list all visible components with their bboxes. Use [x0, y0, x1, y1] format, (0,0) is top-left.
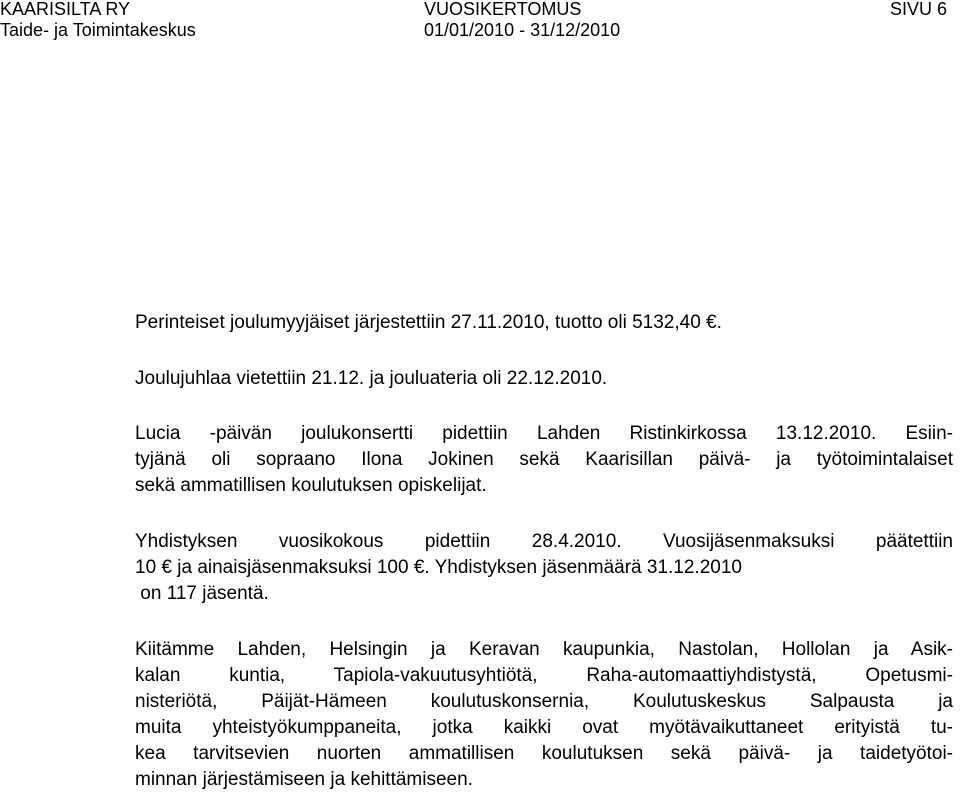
paragraph-line: Yhdistyksen vuosikokous pidettiin 28.4.2010. Vuosijäsenmaksuksi päätettiin	[135, 531, 953, 552]
header-row-top	[0, 0, 960, 20]
paragraph-acknowledgements	[135, 637, 953, 793]
paragraph-line: tyjänä oli sopraano Ilona Jokinen sekä Kaarisillan päivä- ja työtoimintalaiset	[135, 449, 953, 470]
paragraph-line: Joulujuhlaa vietettiin 21.12. ja jouluateria oli 22.12.2010.	[135, 368, 608, 389]
paragraph-annual-meeting	[135, 529, 953, 607]
header-page-number: SIVU 6	[889, 0, 947, 19]
header-unit: Taide- ja Toimintakeskus	[0, 20, 196, 40]
paragraph-line: minnan järjestämiseen ja kehittämiseen.	[135, 769, 473, 790]
paragraph-line: muita yhteistyökumppaneita, jotka kaikki ovat myötävaikuttaneet erityistä tu-	[135, 717, 953, 738]
paragraph-christmas-party	[135, 366, 953, 392]
paragraph-line: Perinteiset joulumyyjäiset järjestettiin 27.11.2010, tuotto oli 5132,40 €.	[135, 312, 722, 333]
paragraph-lucia-concert	[135, 421, 953, 499]
paragraph-line: 10 € ja ainaisjäsenmaksuksi 100 €. Yhdistyksen jäsenmäärä 31.12.2010	[135, 557, 742, 578]
paragraph-line: kalan kuntia, Tapiola-vakuutusyhtiötä, Raha-automaattiyhdistystä, Opetusmi-	[135, 665, 953, 686]
paragraph-line: kea tarvitsevien nuorten ammatillisen koulutuksen sekä päivä- ja taidetyötoi-	[135, 743, 953, 764]
header-org: KAARISILTA RY	[0, 0, 131, 19]
paragraph-line: Kiitämme Lahden, Helsingin ja Keravan kaupunkia, Nastolan, Hollolan ja Asik-	[135, 639, 953, 660]
header-period: 01/01/2010 - 31/12/2010	[424, 20, 621, 40]
paragraph-line: sekä ammatillisen koulutuksen opiskelijat.	[135, 475, 487, 496]
paragraph-line: Lucia -päivän joulukonsertti pidettiin Lahden Ristinkirkossa 13.12.2010. Esiin-	[135, 423, 953, 444]
paragraph-line: nisteriötä, Päijät-Hämeen koulutuskonsernia, Koulutuskeskus Salpausta ja	[135, 691, 953, 712]
header-doc-title: VUOSIKERTOMUS	[424, 0, 582, 19]
page-header	[0, 0, 960, 46]
paragraph-line: on 117 jäsentä.	[135, 583, 269, 604]
header-row-bottom	[0, 19, 960, 41]
paragraph-christmas-market	[135, 310, 953, 336]
